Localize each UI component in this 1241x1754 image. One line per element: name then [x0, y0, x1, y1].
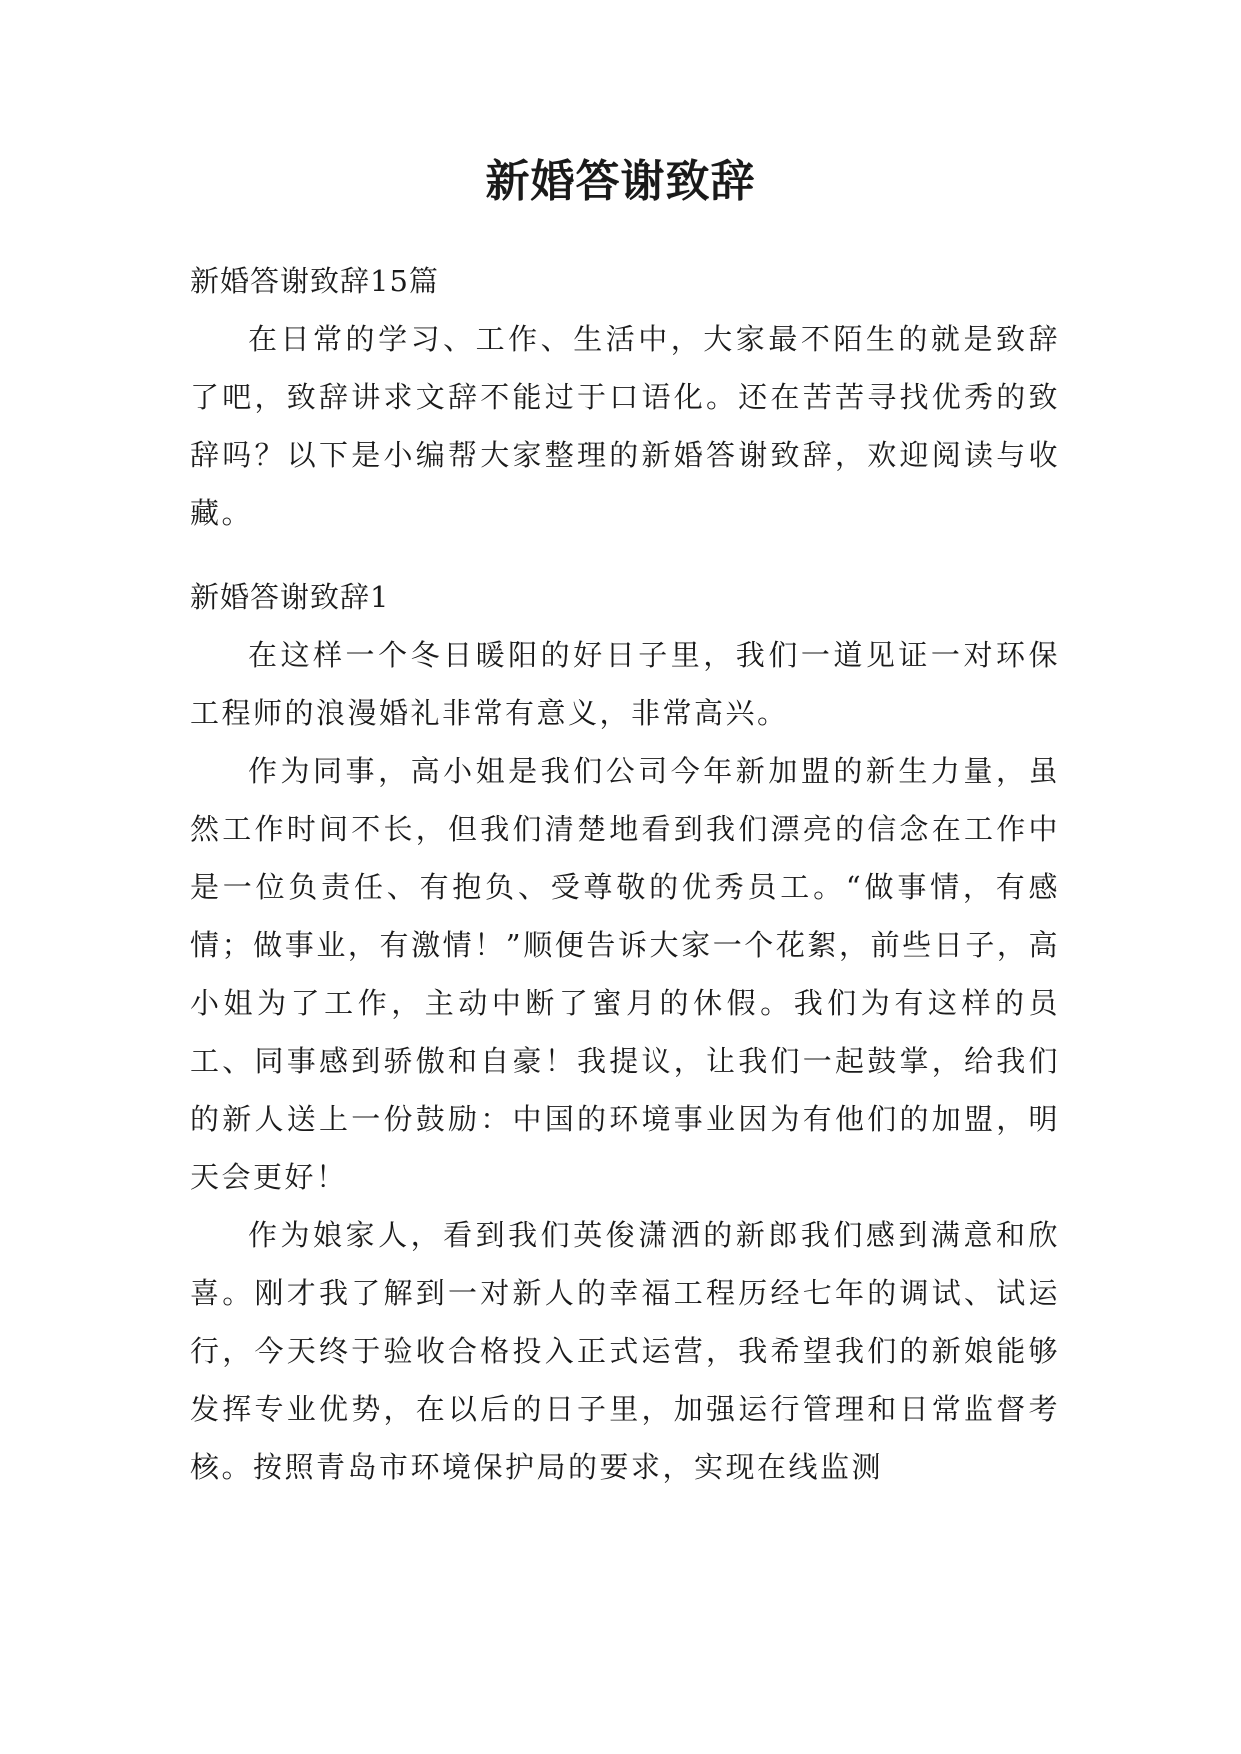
section1-paragraph-2: 作为同事，高小姐是我们公司今年新加盟的新生力量，虽然工作时间不长，但我们清楚地看到我们漂亮的信念在工作中是一位负责任、有抱负、受尊敬的优秀员工。“做事情，有感情；做事业，有激情！”顺便告诉大家一个花絮，前些日子，高小姐为了工作，主动中断了蜜月的休假。我们为有这样的员工、同事感到骄傲和自豪！我提议，让我们一起鼓掌，给我们的新人送上一份鼓励：中国的环境事业因为有他们的加盟，明天会更好！	[190, 754, 1060, 1194]
document-title: 新婚答谢致辞	[485, 156, 756, 207]
section1-body	[190, 626, 1060, 1496]
section1-paragraph-3: 作为娘家人，看到我们英俊潇洒的新郎我们感到满意和欣喜。刚才我了解到一对新人的幸福工程历经七年的调试、试运行，今天终于验收合格投入正式运营，我希望我们的新娘能够发挥专业优势，在以后的日子里，加强运行管理和日常监督考核。按照青岛市环境保护局的要求，实现在线监测	[190, 1218, 1060, 1484]
intro-paragraph: 在日常的学习、工作、生活中，大家最不陌生的就是致辞了吧，致辞讲求文辞不能过于口语化。还在苦苦寻找优秀的致辞吗？以下是小编帮大家整理的新婚答谢致辞，欢迎阅读与收藏。	[190, 322, 1060, 530]
section1-paragraph-1: 在这样一个冬日暖阳的好日子里，我们一道见证一对环保工程师的浪漫婚礼非常有意义，非常高兴。	[190, 638, 1060, 730]
section1-heading: 新婚答谢致辞1	[190, 580, 390, 614]
intro-block	[190, 310, 1060, 542]
intro-heading: 新婚答谢致辞15篇	[190, 264, 439, 298]
